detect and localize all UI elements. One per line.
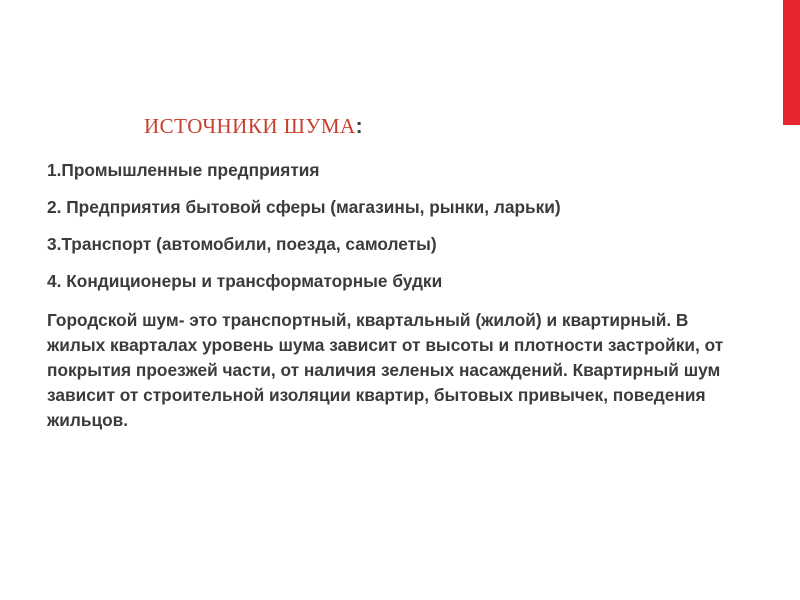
list-item: 1.Промышленные предприятия — [47, 160, 320, 180]
accent-bar — [783, 0, 800, 125]
title-text: ИСТОЧНИКИ ШУМА — [144, 114, 356, 138]
title-colon: : — [355, 115, 364, 138]
list-item: 2. Предприятия бытовой сферы (магазины, рынки, ларьки) — [47, 197, 561, 217]
description-paragraph: Городской шум- это транспортный, квартальный (жилой) и квартирный. В жилых кварталах уровень шума зависит от высоты и плотности застройки, от покрытия проезжей части, от наличия зеленых насаждений. Квартирный шум зависит от строительной изоляции квартир, бытовых привычек, поведения жильцов. — [47, 310, 724, 430]
list-item: 4. Кондиционеры и трансформаторные будки — [47, 271, 443, 291]
list-item: 3.Транспорт (автомобили, поезда, самолеты) — [47, 234, 437, 254]
slide-content — [47, 158, 727, 445]
slide-title — [144, 113, 363, 140]
